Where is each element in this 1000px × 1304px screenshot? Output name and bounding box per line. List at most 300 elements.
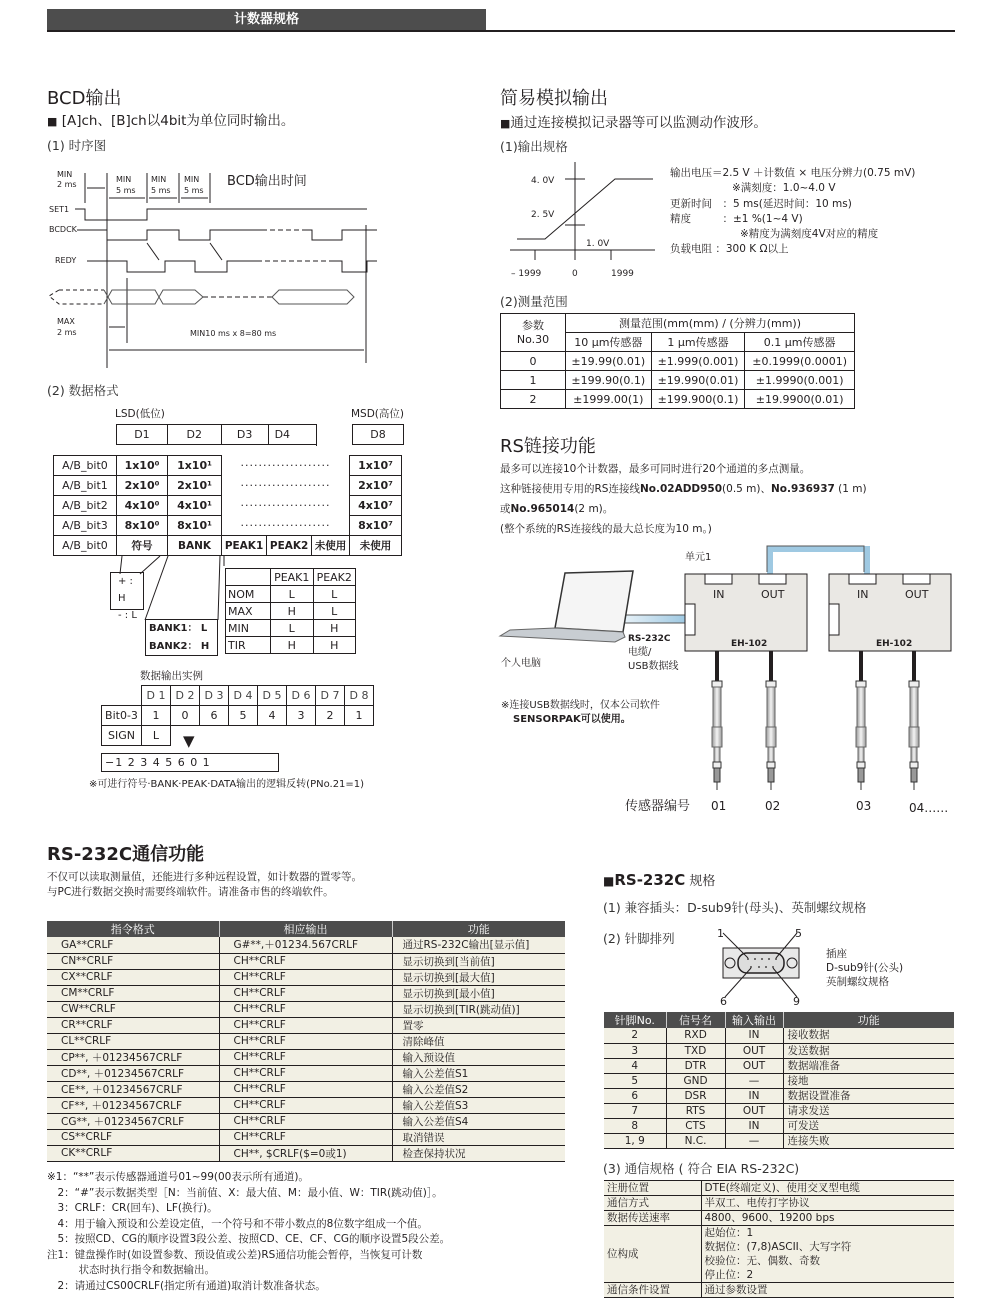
function-cell: 通过RS-232C输出[显示值] (392, 937, 565, 953)
comm-value-line: 校验位：无、偶数、奇数 (704, 1255, 820, 1267)
peak-header-cell: PEAK1 (271, 569, 314, 586)
format-cell: 未使用 (350, 536, 402, 556)
pin-function: 可发送 (783, 1118, 954, 1133)
command-row (47, 1017, 565, 1033)
spec-line: 输出电压＝2.5 V ＋计数值 × 电压分辨力(0.75 mV) (670, 167, 916, 179)
command-cell: CK**CRLF (47, 1145, 219, 1161)
example-bit: 6 (200, 706, 229, 726)
bit-label: A/B_bit0 (54, 536, 117, 556)
spec-line: 更新时间 ：5 ms(延迟时间：10 ms) (670, 197, 852, 210)
comm-value (701, 1283, 954, 1298)
spec-title: ■RS-232C 规格 (603, 871, 716, 889)
function-cell: 清除峰值 (392, 1033, 565, 1049)
command-row (47, 985, 565, 1001)
pin-function: 发送数据 (783, 1043, 954, 1058)
d2-value: 8x10¹ (168, 516, 222, 536)
bcd-title: BCD输出 (47, 88, 122, 109)
signal-name: TXD (666, 1043, 725, 1058)
col-command: 指令格式 (47, 921, 219, 937)
response-cell: CH**CRLF (219, 1113, 392, 1129)
bank1: BANK1： L (149, 623, 208, 634)
command-cell: CN**CRLF (47, 953, 219, 969)
pc-cable (623, 615, 685, 623)
comm-value (701, 1226, 954, 1283)
io-dir: IN (725, 1118, 783, 1133)
laptop-icon (500, 571, 633, 642)
command-row (47, 1145, 565, 1161)
peak-cell: L (313, 603, 356, 620)
command-cell: CW**CRLF (47, 1001, 219, 1017)
usb-note-1: ※连接USB数据线时，仅本公司软件 (501, 700, 660, 711)
io-dir: IN (725, 1088, 783, 1103)
analog-bullet: ■通过连接模拟记录器等可以监测动作波形。 (500, 115, 767, 131)
rslink-line: 或No.965014(2 m)。 (500, 503, 614, 515)
dsub-connector-icon (715, 925, 815, 1007)
lsd-label: LSD(低位) (115, 408, 165, 420)
peak-row (226, 620, 356, 637)
pin-no: 4 (604, 1058, 666, 1073)
pin-row (604, 1028, 954, 1043)
peak-cell: H (271, 603, 314, 620)
range-cell: ±1999.00(1) (566, 390, 652, 409)
unit1-in: IN (713, 588, 725, 601)
command-cell: CD**, ＋01234567CRLF (47, 1065, 219, 1081)
response-cell: CH**CRLF (219, 1033, 392, 1049)
peak-header-cell: PEAK2 (313, 569, 356, 586)
range-cell: ±199.90(0.1) (566, 371, 652, 390)
d2-value: 1x10¹ (168, 456, 222, 476)
rs232-notes (47, 1170, 450, 1294)
unit-label: 单元1 (685, 552, 712, 563)
example-bit: 3 (287, 706, 316, 726)
signal-bcdck: BCDCK (49, 225, 77, 234)
peak-cell: L (313, 586, 356, 603)
comm-value-line: 通过参数设置 (704, 1284, 768, 1296)
min5-label-1: MIN (116, 175, 132, 184)
peak-cell: TIR (226, 637, 271, 654)
command-cell: CM**CRLF (47, 985, 219, 1001)
range-cell: ±19.990(0.01) (651, 371, 745, 390)
digit-header-table (116, 424, 317, 445)
command-row (47, 1113, 565, 1129)
pin-no: 1, 9 (604, 1133, 666, 1148)
header-rule (47, 30, 955, 32)
comm-title: (3) 通信规格 ( 符合 EIA RS-232C) (603, 1161, 800, 1176)
comm-value (701, 1181, 954, 1196)
command-cell: GA**CRLF (47, 937, 219, 953)
sensor-01: 01 (711, 799, 727, 813)
peak-cell: H (271, 637, 314, 654)
pin-function: 请求发送 (783, 1103, 954, 1118)
io-dir: OUT (725, 1058, 783, 1073)
col-header: 1 μm传感器 (651, 333, 745, 352)
response-cell: CH**CRLF (219, 1065, 392, 1081)
command-row (47, 1001, 565, 1017)
example-bit: 4 (258, 706, 287, 726)
data-format-table (53, 455, 402, 556)
io-dir: OUT (725, 1103, 783, 1118)
io-dir: OUT (725, 1043, 783, 1058)
msd-label: MSD(高位) (351, 408, 405, 420)
cable-label-3: USB数据线 (628, 661, 679, 672)
command-row (47, 1081, 565, 1097)
comm-key: 位构成 (604, 1226, 701, 1283)
x-label-neg: – 1999 (511, 269, 542, 279)
range-cell: ±1.9990(0.001) (745, 371, 855, 390)
d8-value: 1x10⁷ (350, 456, 402, 476)
down-triangle-icon: ▼ (183, 732, 195, 750)
comm-key: 通信条件设置 (604, 1283, 701, 1298)
timing-title: (1) 时序图 (47, 138, 107, 153)
rslink-line: (整个系统的RS连接线的最大总长度为10 m。) (500, 523, 712, 535)
comm-key: 注册位置 (604, 1181, 701, 1196)
bit-label: A/B_bit0 (54, 456, 117, 476)
unit1-model: EH-102 (731, 639, 768, 649)
response-cell: CH**CRLF (219, 1017, 392, 1033)
y-label-4v: 4. 0V (531, 176, 555, 186)
response-cell: CH**, $CRLF($=0或1) (219, 1145, 392, 1161)
timing-diagram (47, 168, 377, 368)
format-cell: 未使用 (312, 536, 350, 556)
function-cell: 输入公差值S4 (392, 1113, 565, 1129)
output-line (517, 179, 653, 239)
peak-cell: H (313, 620, 356, 637)
example-title: 数据输出实例 (140, 670, 203, 682)
note-line: 注1：键盘操作时(如设置参数、预设值或公差)RS通信功能会暂停，当恢复可计数 (47, 1248, 423, 1261)
dots: ···················· (240, 459, 331, 472)
y-label-1v: 1. 0V (586, 239, 610, 249)
signal-name: DTR (666, 1058, 725, 1073)
format-title: (2) 数据格式 (47, 383, 119, 398)
pin-function: 数据设置准备 (783, 1088, 954, 1103)
peak-cell: MAX (226, 603, 271, 620)
spec-line: 负载电阻 ：300 K Ω以上 (670, 243, 789, 256)
command-cell: CR**CRLF (47, 1017, 219, 1033)
d1-value: 1x10⁰ (117, 456, 168, 476)
col-pin-function: 功能 (783, 1012, 954, 1028)
io-dir: IN (725, 1028, 783, 1043)
range-cell: ±199.900(0.1) (651, 390, 745, 409)
y-label-2-5v: 2. 5V (531, 210, 555, 220)
pin-no: 3 (604, 1043, 666, 1058)
command-row (47, 1097, 565, 1113)
comm-key: 数据传送速率 (604, 1211, 701, 1226)
example-digit: D 3 (200, 686, 229, 706)
pin-title: (2) 针脚排列 (603, 931, 675, 946)
section-header-bar (47, 9, 486, 30)
response-cell: CH**CRLF (219, 969, 392, 985)
d1-value: 8x10⁰ (117, 516, 168, 536)
comm-row (604, 1283, 954, 1298)
cable-label-2: 电缆/ (628, 647, 652, 658)
analog-title: 简易模拟输出 (500, 88, 608, 109)
note-line: 2：“#”表示数据类型［N：当前值、X：最大值、M：最小值、W：TIR(跳动值)］。 (47, 1186, 443, 1199)
peak-cell: H (313, 637, 356, 654)
function-cell: 输入公差值S1 (392, 1065, 565, 1081)
comm-value-line: 起始位：1 (704, 1227, 754, 1239)
pin-function: 接地 (783, 1073, 954, 1088)
rs232-title: RS-232C通信功能 (47, 844, 205, 865)
function-cell: 输入公差值S3 (392, 1097, 565, 1113)
range-row (501, 371, 855, 390)
example-sign: L (142, 726, 171, 746)
response-cell: CH**CRLF (219, 1097, 392, 1113)
command-row (47, 969, 565, 985)
unit2-in: IN (857, 588, 869, 601)
command-cell: CS**CRLF (47, 1129, 219, 1145)
example-sign-label: SIGN (102, 726, 142, 746)
spec-line: ※满刻度：1.0~4.0 V (732, 182, 836, 195)
command-cell: CP**, ＋01234567CRLF (47, 1049, 219, 1065)
col-header: 10 μm传感器 (566, 333, 652, 352)
sensor-probe-icon (856, 651, 866, 790)
command-row (47, 1065, 565, 1081)
section-header-title: 计数器规格 (233, 12, 299, 27)
function-cell: 输入预设值 (392, 1049, 565, 1065)
bullet-square-icon: ■ (500, 117, 511, 130)
peak-header-cell (226, 569, 271, 586)
range-cell: ±19.99(0.01) (566, 352, 652, 371)
bcd-bullet: ■ [A]ch、[B]ch以4bit为单位同时输出。 (47, 113, 295, 129)
example-bit: 2 (316, 706, 345, 726)
pin-row (604, 1088, 954, 1103)
range-cell: ±1.999(0.001) (651, 352, 745, 371)
sensor-probe-icon (712, 651, 722, 790)
dots: ···················· (240, 499, 331, 512)
bullet-square-icon: ■ (603, 874, 615, 888)
comm-value-line: 停止位：2 (704, 1269, 754, 1281)
d8-value: 8x10⁷ (350, 516, 402, 536)
format-row (54, 476, 402, 496)
pin-row (604, 1103, 954, 1118)
sensor-03: 03 (856, 799, 872, 813)
format-cell: 符号 (117, 536, 168, 556)
range-param: 2 (501, 390, 566, 409)
rslink-title: RS链接功能 (500, 436, 596, 457)
empty-cell (102, 686, 142, 706)
format-cell: PEAK1 (222, 536, 267, 556)
d8-value: 4x10⁷ (350, 496, 402, 516)
pin-no: 7 (604, 1103, 666, 1118)
min5-label-2: MIN (151, 175, 167, 184)
pin-1: 1 (717, 927, 724, 940)
command-cell: CE**, ＋01234567CRLF (47, 1081, 219, 1097)
range-row (501, 390, 855, 409)
peak-cell: L (271, 620, 314, 637)
range-row (501, 352, 855, 371)
command-row (47, 953, 565, 969)
peak-cell: MIN (226, 620, 271, 637)
pin-9: 9 (793, 995, 800, 1007)
note-line: 2：请通过CS00CRLF(指定所有通道)取消计数准备状态。 (47, 1279, 326, 1292)
bit-label: A/B_bit1 (54, 476, 117, 496)
dots: ···················· (240, 479, 331, 492)
signal-name: RXD (666, 1028, 725, 1043)
rs232-desc-line: 与PC进行数据交换时需要终端软件。请准备市售的终端软件。 (47, 886, 334, 898)
digit-d8-table (352, 424, 404, 445)
bcd-note: ※可进行符号·BANK·PEAK·DATA输出的逻辑反转(PNo.21=1) (89, 779, 365, 790)
sign-plus: + : H (118, 576, 133, 604)
peak-cell: NOM (226, 586, 271, 603)
col-response: 相应输出 (219, 921, 392, 937)
note-line: 3：CRLF：CR(回车)、LF(换行)。 (47, 1202, 218, 1214)
function-cell: 取消错误 (392, 1129, 565, 1145)
bullet-square-icon: ■ (47, 115, 58, 128)
comm-value (701, 1196, 954, 1211)
example-bit: 1 (142, 706, 171, 726)
digit-border (316, 424, 317, 446)
note-line: 5：按照CD、CG的顺序设置3段公差、按照CD、CE、CF、CG的顺序设置5段公差。 (47, 1233, 451, 1245)
spec-line: 精度 ：±1 %(1~4 V) (670, 212, 803, 225)
col-pin: 针脚No. (604, 1012, 666, 1028)
peak-header (226, 569, 356, 586)
io-dir: — (725, 1073, 783, 1088)
spec-plug: (1) 兼容插头：D-sub9针(母头)、英制螺纹规格 (603, 900, 867, 915)
function-cell: 显示切换到[TIR(跳动值)] (392, 1001, 565, 1017)
rs232-desc (47, 870, 362, 900)
d2-value: 4x10¹ (168, 496, 222, 516)
sensor-probe-icon (766, 651, 776, 790)
command-cell: CX**CRLF (47, 969, 219, 985)
d2-value: 2x10¹ (168, 476, 222, 496)
peak-table (225, 568, 356, 654)
command-row (47, 1033, 565, 1049)
example-digit: D 4 (229, 686, 258, 706)
bit-label: A/B_bit2 (54, 496, 117, 516)
example-bits-label: Bit0-3 (102, 706, 142, 726)
range-table (500, 313, 855, 409)
comm-row (604, 1181, 954, 1196)
comm-value-line: DTE(终端定义)、使用交叉型电缆 (704, 1182, 860, 1194)
comm-row (604, 1196, 954, 1211)
command-row (47, 1129, 565, 1145)
response-cell: CH**CRLF (219, 1129, 392, 1145)
note-line: ※1：“**”表示传感器通道号01~99(00表示所有通道)。 (47, 1171, 309, 1183)
sensor-label: 传感器编号 (625, 799, 691, 814)
format-row (54, 516, 402, 536)
group-header: 测量范围(mm(mm) / (分辨力(mm)) (566, 314, 855, 333)
comm-value (701, 1211, 954, 1226)
io-dir: — (725, 1133, 783, 1148)
format-row-last (54, 536, 402, 556)
d8-value: 2x10⁷ (350, 476, 402, 496)
min5-value-2: 5 ms (151, 186, 171, 195)
example-digit: D 5 (258, 686, 287, 706)
comm-value-line: 数据位：(7,8)ASCII、大写字符 (704, 1241, 852, 1253)
example-digit: D 6 (287, 686, 316, 706)
digit-d3: D3 (221, 425, 268, 445)
signal-name: DSR (666, 1088, 725, 1103)
socket-line: 插座 (826, 948, 847, 960)
pin-row (604, 1073, 954, 1088)
command-cell: CF**, ＋01234567CRLF (47, 1097, 219, 1113)
format-row (54, 496, 402, 516)
note-line: 4：用于输入预设和公差设定值，一个符号和不带小数点的8位数字组成一个值。 (47, 1217, 428, 1230)
format-row (54, 456, 402, 476)
bcd-time-label: BCD输出时间 (227, 174, 307, 189)
example-digit: D 7 (316, 686, 345, 706)
pin-no: 2 (604, 1028, 666, 1043)
comm-key: 通信方式 (604, 1196, 701, 1211)
sensor-04: 04…… (909, 801, 949, 815)
peak-cell: L (271, 586, 314, 603)
range-param: 1 (501, 371, 566, 390)
pin-5: 5 (795, 927, 802, 940)
pin-no: 8 (604, 1118, 666, 1133)
signal-set1: SET1 (49, 205, 70, 214)
usb-note-2: SENSORPAK可以使用。 (513, 714, 631, 725)
example-sign-row (102, 726, 374, 746)
command-row (47, 1049, 565, 1065)
example-bit: 0 (171, 706, 200, 726)
example-digit-row (102, 686, 374, 706)
pin-row (604, 1133, 954, 1148)
command-cell: CL**CRLF (47, 1033, 219, 1049)
response-cell: CH**CRLF (219, 1049, 392, 1065)
analog-spec-lines (670, 166, 915, 258)
response-cell: G#**,＋01234.567CRLF (219, 937, 392, 953)
example-bits-row (102, 706, 374, 726)
comm-value-line: 半双工、电传打字协议 (704, 1197, 810, 1209)
pin-6: 6 (720, 995, 727, 1007)
example-digit: D 8 (345, 686, 374, 706)
min2-value: 2 ms (57, 180, 77, 189)
response-cell: CH**CRLF (219, 985, 392, 1001)
function-cell: 显示切换到[最小值] (392, 985, 565, 1001)
format-cell: PEAK2 (267, 536, 312, 556)
format-cell: BANK (168, 536, 222, 556)
bank2: BANK2： H (149, 641, 210, 652)
example-bit: 5 (229, 706, 258, 726)
command-table (47, 921, 565, 1162)
cable-label-1: RS-232C (628, 634, 671, 644)
max2-value: 2 ms (57, 328, 77, 337)
range-param: 0 (501, 352, 566, 371)
pin-row (604, 1058, 954, 1073)
command-row (47, 937, 565, 953)
col-header: 0.1 μm传感器 (745, 333, 855, 352)
rslink-diagram (495, 540, 965, 825)
pin-no: 5 (604, 1073, 666, 1088)
rslink-text (500, 459, 867, 539)
unit2-model: EH-102 (876, 639, 913, 649)
digit-d2: D2 (167, 425, 221, 445)
example-result: −1 2 3 4 5 6 0 1 (101, 753, 279, 772)
dots: ···················· (240, 518, 331, 532)
pc-label: 个人电脑 (501, 658, 541, 669)
signal-name: RTS (666, 1103, 725, 1118)
example-table (101, 685, 374, 746)
range-cell: ±19.9900(0.01) (745, 390, 855, 409)
range-cell: ±0.1999(0.0001) (745, 352, 855, 371)
comm-row (604, 1226, 954, 1283)
function-cell: 输入公差值S2 (392, 1081, 565, 1097)
min5-label-3: MIN (184, 175, 200, 184)
peak-row (226, 586, 356, 603)
sensor-probe-icon (909, 651, 919, 790)
col-function: 功能 (392, 921, 565, 937)
digit-d8: D8 (353, 425, 404, 445)
rslink-line: 这种链接使用专用的RS连接线No.02ADD950(0.5 m)、No.936937 (1 m) (500, 483, 867, 495)
x-label-zero: 0 (572, 269, 578, 279)
comm-row (604, 1211, 954, 1226)
pin-table (604, 1012, 954, 1149)
function-cell: 显示切换到[当前值] (392, 953, 565, 969)
signal-redy: REDY (55, 256, 77, 265)
analog-graph (505, 162, 665, 282)
pin-no: 6 (604, 1088, 666, 1103)
peak-row (226, 603, 356, 620)
